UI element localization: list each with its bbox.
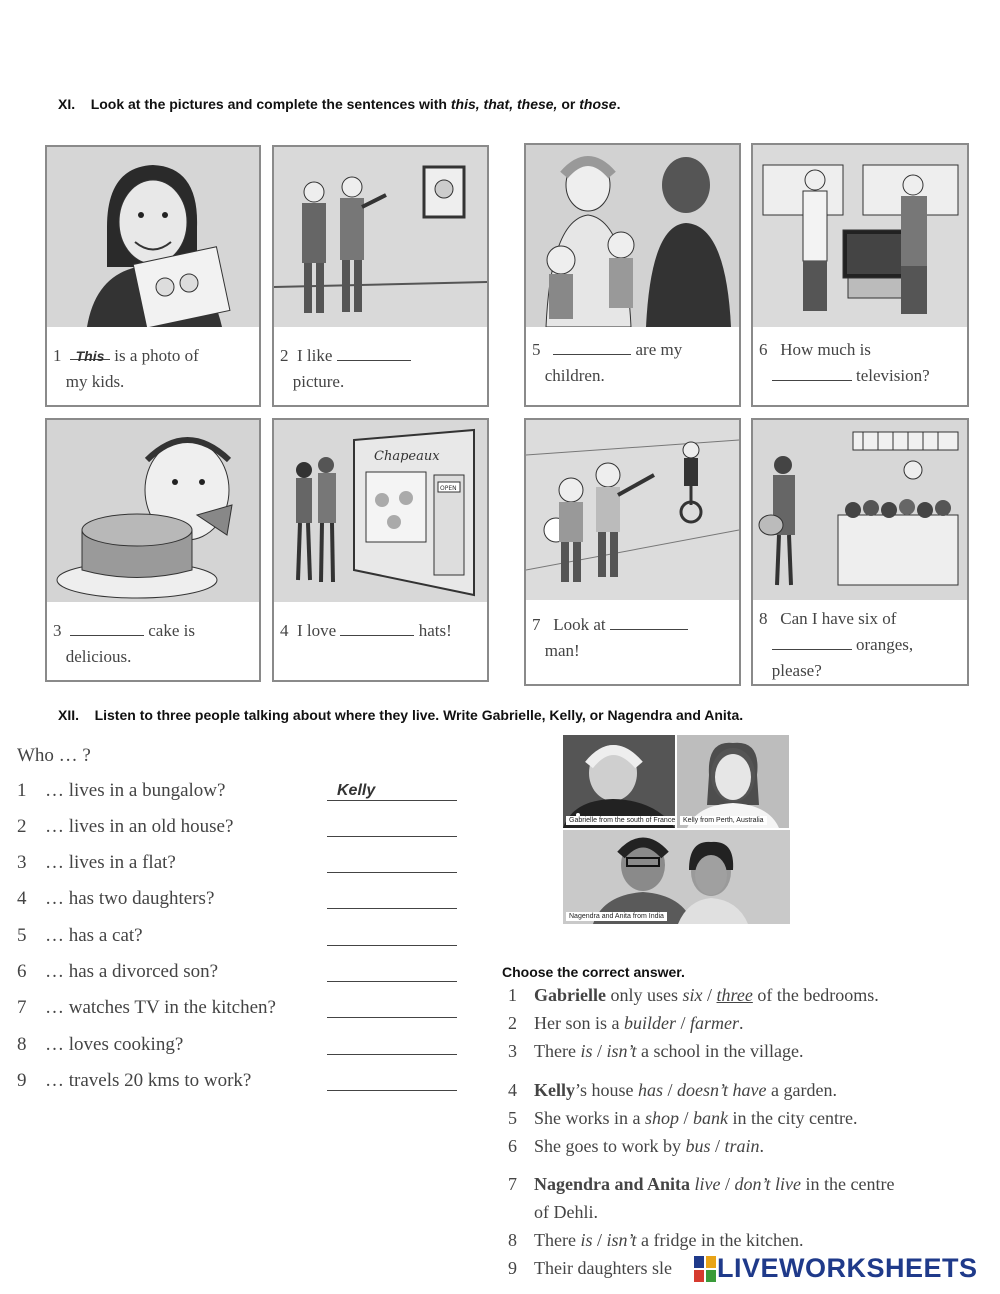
question-row-9	[17, 1070, 251, 1100]
answer-blank[interactable]	[553, 338, 631, 355]
question-number: 7	[17, 997, 27, 1018]
caption-text: is a photo of	[114, 346, 199, 365]
question-text: … has two daughters?	[45, 888, 215, 909]
panel-illustration	[526, 145, 739, 327]
picture-panel-7	[524, 418, 741, 686]
option-2[interactable]: three	[716, 985, 753, 1005]
panel-caption	[280, 618, 481, 644]
caption-text: cake is	[148, 621, 195, 640]
question-text: … has a divorced son?	[45, 961, 219, 982]
option-1[interactable]: builder	[623, 1013, 676, 1033]
panel-caption	[759, 337, 961, 389]
panel-caption	[532, 612, 733, 664]
answer-blank[interactable]	[340, 619, 414, 636]
section-number: XII.	[58, 707, 80, 723]
choice-number: 6	[508, 1136, 517, 1156]
caption-text: Look at	[553, 615, 606, 634]
choice-row-8	[508, 1230, 803, 1251]
option-1[interactable]: six	[682, 985, 703, 1005]
choice-text-end: in the centre	[801, 1174, 895, 1194]
choice-number: 2	[508, 1013, 517, 1033]
question-number: 4	[17, 888, 27, 909]
hat-shop-window-illustration	[274, 420, 487, 602]
caption-text-2: delicious.	[65, 647, 132, 666]
picture-panel-8	[751, 418, 969, 686]
question-text: … lives in a flat?	[45, 852, 176, 873]
question-text: … loves cooking?	[45, 1034, 184, 1055]
choice-number: 1	[508, 985, 517, 1005]
boys-pointing-at-unicyclist-illustration	[526, 420, 739, 600]
instruction-period: .	[616, 96, 621, 112]
caption-text-2: man!	[544, 641, 580, 660]
choice-text: There	[534, 1041, 581, 1061]
item-number: 1	[53, 346, 62, 365]
choice-number: 8	[508, 1230, 517, 1250]
answer-field-2[interactable]	[327, 816, 457, 837]
shop-sign-text: Chapeaux	[374, 449, 440, 464]
choice-text: ’s house	[575, 1080, 638, 1100]
choice-text-continued: of Dehli.	[534, 1202, 598, 1222]
choice-text-end: a school in the village.	[636, 1041, 804, 1061]
panel-caption	[53, 343, 253, 395]
option-2[interactable]: isn’t	[606, 1230, 637, 1250]
panel-illustration	[526, 420, 739, 600]
answer-field-9[interactable]	[327, 1070, 457, 1091]
panel-illustration	[274, 147, 487, 327]
choice-row-4	[508, 1080, 837, 1101]
choice-row-2	[508, 1013, 744, 1034]
instruction-or: or	[557, 96, 580, 112]
nagendra-anita-portrait	[563, 830, 790, 924]
option-1[interactable]: bus	[685, 1136, 711, 1156]
photo-label: Kelly from Perth, Australia	[680, 816, 767, 825]
section-11-heading	[58, 96, 620, 112]
open-sign-text: OPEN	[440, 485, 457, 492]
section-12-heading	[58, 707, 743, 723]
caption-text-2: children.	[544, 366, 605, 385]
option-2[interactable]: doesn’t have	[677, 1080, 767, 1100]
choice-row-7	[508, 1174, 895, 1195]
panel-illustration	[274, 420, 487, 602]
question-number: 6	[17, 961, 27, 982]
answer-field-3[interactable]	[327, 852, 457, 873]
item-number: 8	[759, 609, 768, 628]
choice-number: 5	[508, 1108, 517, 1128]
choice-number: 3	[508, 1041, 517, 1061]
question-number: 3	[17, 852, 27, 873]
choice-text-end: .	[739, 1013, 744, 1033]
option-separator: /	[679, 1108, 694, 1128]
picture-panel-6	[751, 143, 969, 407]
picture-panel-2	[272, 145, 489, 407]
men-looking-at-picture-illustration	[274, 147, 487, 327]
panel-caption	[532, 337, 733, 389]
question-number: 2	[17, 816, 27, 837]
caption-text-2: my kids.	[65, 372, 125, 391]
instruction-text: Listen to three people talking about where they live. Write Gabrielle, Kelly, or Nagendra and Anita.	[94, 707, 744, 723]
option-separator: /	[710, 1136, 725, 1156]
option-separator: /	[675, 1013, 690, 1033]
question-text: … travels 20 kms to work?	[45, 1070, 252, 1091]
option-1[interactable]: shop	[645, 1108, 680, 1128]
choice-row-9	[508, 1258, 672, 1279]
panel-caption	[280, 343, 481, 395]
question-row-1	[17, 780, 225, 810]
liveworksheets-logo-text: LIVEWORKSHEETS	[717, 1253, 978, 1283]
photo-label: Gabrielle from the south of France	[566, 816, 675, 825]
choice-text-end: of the bedrooms.	[752, 985, 879, 1005]
picture-panel-3	[45, 418, 261, 682]
answer-blank[interactable]	[337, 344, 411, 361]
option-separator: /	[702, 985, 717, 1005]
caption-text-2: television?	[856, 366, 930, 385]
answer-field-8[interactable]	[327, 1034, 457, 1055]
handwritten-answer: This	[75, 348, 105, 364]
item-number: 3	[53, 621, 62, 640]
caption-text-2: picture.	[292, 372, 345, 391]
question-row-5	[17, 925, 143, 955]
choice-number: 4	[508, 1080, 517, 1100]
instruction-text: Look at the pictures and complete the sentences with	[90, 96, 451, 112]
choice-text-end: in the city centre.	[728, 1108, 858, 1128]
question-text: … lives in a bungalow?	[45, 780, 226, 801]
question-row-4	[17, 888, 214, 918]
option-1[interactable]: is	[580, 1041, 593, 1061]
choose-title: Choose the correct answer.	[502, 964, 685, 980]
option-1[interactable]: is	[580, 1230, 593, 1250]
panel-illustration	[753, 420, 967, 600]
answer-blank[interactable]	[772, 633, 852, 650]
item-number: 6	[759, 340, 768, 359]
question-row-3	[17, 852, 176, 882]
question-text: … watches TV in the kitchen?	[45, 997, 276, 1018]
choice-text: She goes to work by	[534, 1136, 686, 1156]
caption-text: I love	[297, 621, 337, 640]
question-number: 9	[17, 1070, 27, 1091]
answer-blank[interactable]	[772, 364, 852, 381]
panel-illustration	[47, 420, 259, 602]
item-number: 4	[280, 621, 289, 640]
section-number: XI.	[58, 96, 76, 112]
option-2[interactable]: don’t live	[734, 1174, 802, 1194]
caption-text: Can I have six of	[780, 609, 897, 628]
panel-caption	[53, 618, 253, 670]
choice-text: She works in a	[534, 1108, 645, 1128]
answer-blank[interactable]	[70, 343, 110, 364]
choice-text-end: a garden.	[766, 1080, 837, 1100]
question-row-7	[17, 997, 276, 1027]
panel-illustration	[753, 145, 967, 327]
answer-field-5[interactable]	[327, 925, 457, 946]
mother-with-children-illustration	[526, 145, 739, 327]
option-separator: /	[720, 1174, 735, 1194]
picture-panel-4	[272, 418, 489, 682]
answer-field-1[interactable]	[327, 780, 457, 801]
option-1[interactable]: has	[638, 1080, 664, 1100]
kelly-portrait	[677, 735, 789, 828]
choice-text-end: .	[759, 1136, 765, 1156]
answer-field-4[interactable]	[327, 888, 457, 909]
option-2[interactable]: bank	[693, 1108, 729, 1128]
panel-illustration	[47, 147, 259, 327]
photo-kelly	[677, 735, 789, 828]
option-1[interactable]: live	[694, 1174, 721, 1194]
choice-row-1	[508, 985, 879, 1006]
answer-field-7[interactable]	[327, 997, 457, 1018]
item-number: 5	[532, 340, 541, 359]
caption-text: How much is	[780, 340, 871, 359]
choice-number: 7	[508, 1174, 517, 1194]
who-title: Who … ?	[17, 745, 91, 766]
item-number: 7	[532, 615, 541, 634]
choice-row-5	[508, 1108, 857, 1129]
answer-field-6[interactable]	[327, 961, 457, 982]
question-text: … lives in an old house?	[45, 816, 234, 837]
question-row-2	[17, 816, 233, 846]
question-row-8	[17, 1034, 183, 1064]
person-name: Kelly	[534, 1080, 575, 1100]
choice-text: Their daughters sle	[534, 1258, 672, 1278]
caption-text: are my	[635, 340, 683, 359]
choice-row-7-continued	[508, 1202, 598, 1223]
choice-row-3	[508, 1041, 803, 1062]
option-2[interactable]: train	[724, 1136, 760, 1156]
option-separator: /	[592, 1041, 607, 1061]
question-row-6	[17, 961, 218, 991]
caption-text-2: oranges,	[856, 635, 914, 654]
person-name: Gabrielle	[534, 985, 606, 1005]
gabrielle-portrait	[563, 735, 675, 828]
boy-eating-cake-illustration	[47, 420, 259, 602]
caption-text: I like	[297, 346, 333, 365]
question-number: 1	[17, 780, 27, 801]
choice-number: 9	[508, 1258, 517, 1278]
picture-panel-5	[524, 143, 741, 407]
caption-text-3: please?	[771, 661, 822, 680]
panel-caption	[759, 606, 961, 684]
handwritten-answer: Kelly	[337, 782, 376, 799]
question-number: 8	[17, 1034, 27, 1055]
choice-row-6	[508, 1136, 764, 1157]
choice-text-end: a fridge in the kitchen.	[636, 1230, 804, 1250]
photo-label: Nagendra and Anita from India	[566, 912, 667, 921]
woman-with-photo-illustration	[47, 147, 259, 327]
fruit-stall-illustration	[753, 420, 967, 600]
photo-nagendra-anita	[563, 830, 790, 924]
picture-panel-1	[45, 145, 261, 407]
caption-text-2: hats!	[418, 621, 452, 640]
question-text: … has a cat?	[45, 925, 143, 946]
choice-text: Her son is a	[534, 1013, 624, 1033]
instruction-last-word: those	[579, 96, 617, 112]
answer-blank[interactable]	[610, 613, 688, 630]
choice-text: There	[534, 1230, 581, 1250]
option-2[interactable]: isn’t	[606, 1041, 637, 1061]
item-number: 2	[280, 346, 289, 365]
photo-gabrielle	[563, 735, 675, 828]
option-2[interactable]: farmer	[690, 1013, 739, 1033]
choice-text: only uses	[605, 985, 683, 1005]
option-separator: /	[663, 1080, 678, 1100]
person-name: Nagendra and Anita	[534, 1174, 691, 1194]
answer-blank[interactable]	[70, 619, 144, 636]
tv-shop-illustration	[753, 145, 967, 327]
liveworksheets-logo-icon	[694, 1256, 716, 1282]
question-number: 5	[17, 925, 27, 946]
option-separator: /	[592, 1230, 607, 1250]
instruction-words: this, that, these,	[450, 96, 558, 112]
